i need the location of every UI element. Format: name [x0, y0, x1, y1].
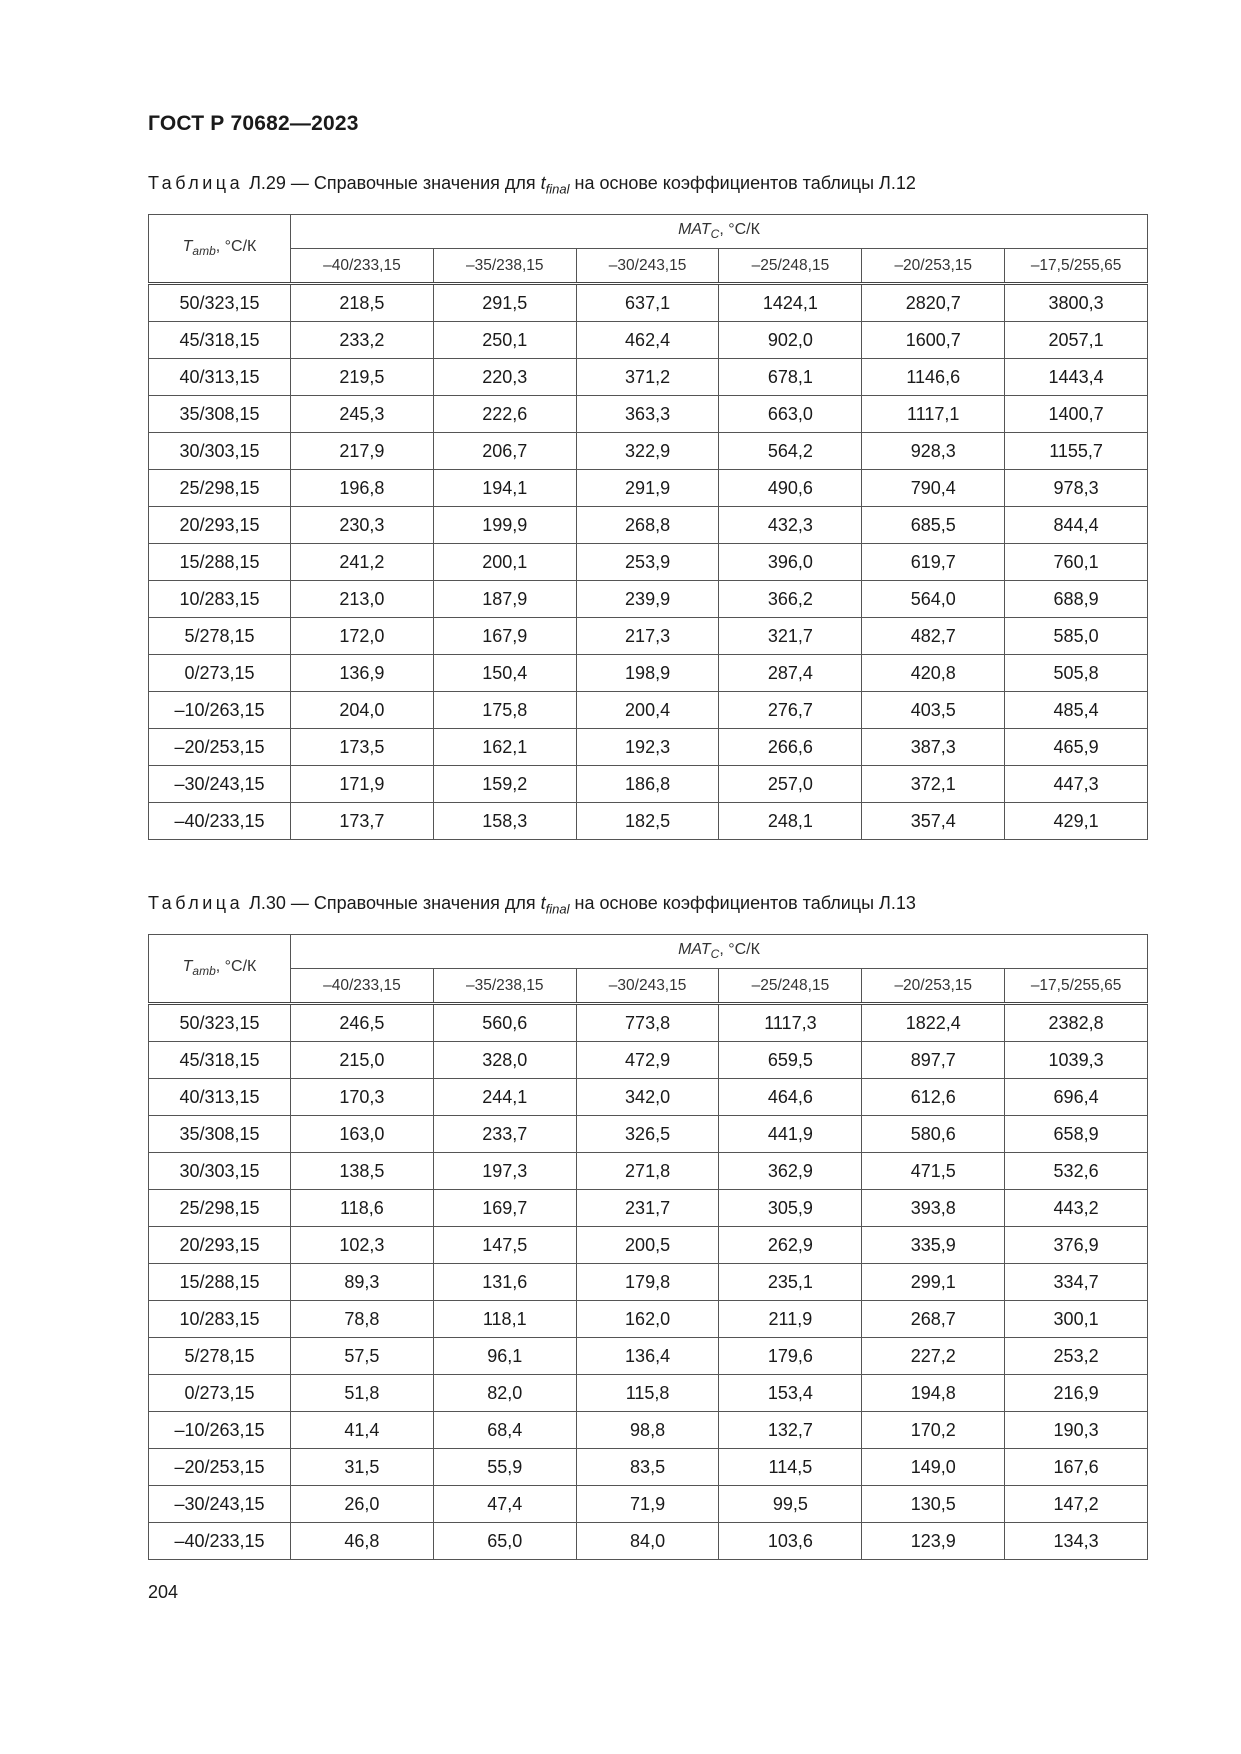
row-label-cell: –40/233,15 [149, 803, 291, 840]
value-cell: 564,0 [862, 581, 1005, 618]
value-cell: 65,0 [433, 1523, 576, 1560]
value-cell: 96,1 [433, 1338, 576, 1375]
value-cell: 46,8 [291, 1523, 434, 1560]
value-cell: 773,8 [576, 1004, 719, 1042]
table-row [149, 618, 1148, 655]
value-cell: 123,9 [862, 1523, 1005, 1560]
table-row [149, 1301, 1148, 1338]
value-cell: 216,9 [1005, 1375, 1148, 1412]
value-cell: 217,3 [576, 618, 719, 655]
value-cell: 231,7 [576, 1190, 719, 1227]
value-cell: 482,7 [862, 618, 1005, 655]
value-cell: 299,1 [862, 1264, 1005, 1301]
value-cell: 198,9 [576, 655, 719, 692]
value-cell: 257,0 [719, 766, 862, 803]
value-cell: 102,3 [291, 1227, 434, 1264]
table-row [149, 470, 1148, 507]
value-cell: 132,7 [719, 1412, 862, 1449]
value-cell: 897,7 [862, 1042, 1005, 1079]
value-cell: 173,5 [291, 729, 434, 766]
row-label-cell: –10/263,15 [149, 692, 291, 729]
value-cell: 218,5 [291, 284, 434, 322]
value-cell: 1117,1 [862, 396, 1005, 433]
table-row [149, 1227, 1148, 1264]
caption-variable: $t_{final}$ [540, 173, 570, 197]
value-cell: 363,3 [576, 396, 719, 433]
value-cell: 230,3 [291, 507, 434, 544]
data-table [148, 214, 1148, 840]
value-cell: 241,2 [291, 544, 434, 581]
table-caption [148, 893, 916, 917]
column-header: –30/243,15 [576, 969, 719, 1004]
row-label-cell: 20/293,15 [149, 507, 291, 544]
value-cell: 663,0 [719, 396, 862, 433]
value-cell: 462,4 [576, 322, 719, 359]
row-header: $T_{amb}$, °С/К [149, 215, 291, 284]
caption-text-end: на основе коэффициентов таблицы Л.12 [569, 173, 916, 193]
value-cell: 396,0 [719, 544, 862, 581]
table-label: Таблица [148, 173, 244, 193]
value-cell: 585,0 [1005, 618, 1148, 655]
value-cell: 149,0 [862, 1449, 1005, 1486]
value-cell: 136,9 [291, 655, 434, 692]
table-row [149, 507, 1148, 544]
value-cell: 485,4 [1005, 692, 1148, 729]
value-cell: 190,3 [1005, 1412, 1148, 1449]
row-label-cell: –30/243,15 [149, 766, 291, 803]
value-cell: 200,1 [433, 544, 576, 581]
value-cell: 1400,7 [1005, 396, 1148, 433]
value-cell: 167,6 [1005, 1449, 1148, 1486]
value-cell: 357,4 [862, 803, 1005, 840]
value-cell: 138,5 [291, 1153, 434, 1190]
row-label-cell: –20/253,15 [149, 729, 291, 766]
value-cell: 266,6 [719, 729, 862, 766]
column-group-header: $MAT_C$, °С/К [291, 935, 1148, 969]
row-label-cell: 50/323,15 [149, 1004, 291, 1042]
value-cell: 239,9 [576, 581, 719, 618]
column-header: –17,5/255,65 [1005, 969, 1148, 1004]
value-cell: 244,1 [433, 1079, 576, 1116]
table-row [149, 1449, 1148, 1486]
column-header: –30/243,15 [576, 249, 719, 284]
row-label-cell: 35/308,15 [149, 1116, 291, 1153]
value-cell: 276,7 [719, 692, 862, 729]
caption-text-end: на основе коэффициентов таблицы Л.13 [569, 893, 916, 913]
value-cell: 696,4 [1005, 1079, 1148, 1116]
value-cell: 387,3 [862, 729, 1005, 766]
value-cell: 213,0 [291, 581, 434, 618]
value-cell: 253,9 [576, 544, 719, 581]
value-cell: 2057,1 [1005, 322, 1148, 359]
value-cell: 250,1 [433, 322, 576, 359]
value-cell: 82,0 [433, 1375, 576, 1412]
row-label-cell: 0/273,15 [149, 655, 291, 692]
table-row [149, 322, 1148, 359]
value-cell: 118,6 [291, 1190, 434, 1227]
value-cell: 51,8 [291, 1375, 434, 1412]
value-cell: 170,3 [291, 1079, 434, 1116]
value-cell: 429,1 [1005, 803, 1148, 840]
column-header: –40/233,15 [291, 969, 434, 1004]
column-header: –20/253,15 [862, 969, 1005, 1004]
table-row [149, 433, 1148, 470]
value-cell: 200,5 [576, 1227, 719, 1264]
column-header: –20/253,15 [862, 249, 1005, 284]
value-cell: 580,6 [862, 1116, 1005, 1153]
column-header: –25/248,15 [719, 969, 862, 1004]
value-cell: 98,8 [576, 1412, 719, 1449]
value-cell: 334,7 [1005, 1264, 1148, 1301]
value-cell: 26,0 [291, 1486, 434, 1523]
table-row [149, 729, 1148, 766]
table-row [149, 544, 1148, 581]
value-cell: 246,5 [291, 1004, 434, 1042]
value-cell: 432,3 [719, 507, 862, 544]
value-cell: 659,5 [719, 1042, 862, 1079]
row-label-cell: 5/278,15 [149, 1338, 291, 1375]
value-cell: 464,6 [719, 1079, 862, 1116]
row-label-cell: –40/233,15 [149, 1523, 291, 1560]
row-label-cell: –20/253,15 [149, 1449, 291, 1486]
value-cell: 420,8 [862, 655, 1005, 692]
value-cell: 194,1 [433, 470, 576, 507]
value-cell: 163,0 [291, 1116, 434, 1153]
column-header: –35/238,15 [433, 249, 576, 284]
value-cell: 233,7 [433, 1116, 576, 1153]
row-label-cell: 45/318,15 [149, 1042, 291, 1079]
table-row [149, 1338, 1148, 1375]
value-cell: 1117,3 [719, 1004, 862, 1042]
caption-variable: $t_{final}$ [540, 893, 570, 917]
value-cell: 790,4 [862, 470, 1005, 507]
row-label-cell: 40/313,15 [149, 1079, 291, 1116]
value-cell: 3800,3 [1005, 284, 1148, 322]
value-cell: 564,2 [719, 433, 862, 470]
value-cell: 134,3 [1005, 1523, 1148, 1560]
value-cell: 1155,7 [1005, 433, 1148, 470]
value-cell: 182,5 [576, 803, 719, 840]
value-cell: 99,5 [719, 1486, 862, 1523]
value-cell: 158,3 [433, 803, 576, 840]
row-label-cell: –30/243,15 [149, 1486, 291, 1523]
value-cell: 175,8 [433, 692, 576, 729]
row-label-cell: 0/273,15 [149, 1375, 291, 1412]
value-cell: 760,1 [1005, 544, 1148, 581]
value-cell: 147,5 [433, 1227, 576, 1264]
value-cell: 118,1 [433, 1301, 576, 1338]
row-label-cell: 15/288,15 [149, 544, 291, 581]
value-cell: 71,9 [576, 1486, 719, 1523]
value-cell: 130,5 [862, 1486, 1005, 1523]
table-label: Таблица [148, 893, 244, 913]
table-row [149, 1264, 1148, 1301]
value-cell: 441,9 [719, 1116, 862, 1153]
value-cell: 465,9 [1005, 729, 1148, 766]
value-cell: 371,2 [576, 359, 719, 396]
value-cell: 159,2 [433, 766, 576, 803]
value-cell: 335,9 [862, 1227, 1005, 1264]
value-cell: 637,1 [576, 284, 719, 322]
value-cell: 78,8 [291, 1301, 434, 1338]
table-row [149, 1004, 1148, 1042]
value-cell: 206,7 [433, 433, 576, 470]
value-cell: 678,1 [719, 359, 862, 396]
value-cell: 300,1 [1005, 1301, 1148, 1338]
value-cell: 1146,6 [862, 359, 1005, 396]
value-cell: 245,3 [291, 396, 434, 433]
value-cell: 217,9 [291, 433, 434, 470]
value-cell: 1443,4 [1005, 359, 1148, 396]
value-cell: 532,6 [1005, 1153, 1148, 1190]
value-cell: 1822,4 [862, 1004, 1005, 1042]
caption-text: Л.30 — Справочные значения для [249, 893, 541, 913]
value-cell: 248,1 [719, 803, 862, 840]
row-label-cell: 40/313,15 [149, 359, 291, 396]
table-row [149, 396, 1148, 433]
value-cell: 233,2 [291, 322, 434, 359]
value-cell: 305,9 [719, 1190, 862, 1227]
value-cell: 196,8 [291, 470, 434, 507]
document-header: ГОСТ Р 70682—2023 [148, 112, 359, 135]
value-cell: 268,7 [862, 1301, 1005, 1338]
value-cell: 186,8 [576, 766, 719, 803]
column-group-header: $MAT_C$, °С/К [291, 215, 1148, 249]
value-cell: 619,7 [862, 544, 1005, 581]
value-cell: 194,8 [862, 1375, 1005, 1412]
value-cell: 844,4 [1005, 507, 1148, 544]
value-cell: 114,5 [719, 1449, 862, 1486]
value-cell: 57,5 [291, 1338, 434, 1375]
value-cell: 560,6 [433, 1004, 576, 1042]
table-row [149, 1079, 1148, 1116]
value-cell: 179,8 [576, 1264, 719, 1301]
page-number: 204 [148, 1582, 179, 1602]
value-cell: 403,5 [862, 692, 1005, 729]
caption-text: Л.29 — Справочные значения для [249, 173, 541, 193]
value-cell: 169,7 [433, 1190, 576, 1227]
value-cell: 235,1 [719, 1264, 862, 1301]
table-row [149, 581, 1148, 618]
table-row [149, 1523, 1148, 1560]
value-cell: 505,8 [1005, 655, 1148, 692]
row-label-cell: 25/298,15 [149, 470, 291, 507]
value-cell: 211,9 [719, 1301, 862, 1338]
value-cell: 612,6 [862, 1079, 1005, 1116]
value-cell: 197,3 [433, 1153, 576, 1190]
value-cell: 68,4 [433, 1412, 576, 1449]
value-cell: 362,9 [719, 1153, 862, 1190]
column-header: –35/238,15 [433, 969, 576, 1004]
value-cell: 366,2 [719, 581, 862, 618]
table-row [149, 766, 1148, 803]
value-cell: 179,6 [719, 1338, 862, 1375]
value-cell: 1039,3 [1005, 1042, 1148, 1079]
row-label-cell: 25/298,15 [149, 1190, 291, 1227]
value-cell: 393,8 [862, 1190, 1005, 1227]
value-cell: 1424,1 [719, 284, 862, 322]
value-cell: 103,6 [719, 1523, 862, 1560]
value-cell: 372,1 [862, 766, 1005, 803]
value-cell: 291,5 [433, 284, 576, 322]
value-cell: 490,6 [719, 470, 862, 507]
value-cell: 328,0 [433, 1042, 576, 1079]
value-cell: 2820,7 [862, 284, 1005, 322]
value-cell: 227,2 [862, 1338, 1005, 1375]
value-cell: 131,6 [433, 1264, 576, 1301]
value-cell: 443,2 [1005, 1190, 1148, 1227]
row-header: $T_{amb}$, °С/К [149, 935, 291, 1004]
row-label-cell: 20/293,15 [149, 1227, 291, 1264]
row-label-cell: 10/283,15 [149, 581, 291, 618]
value-cell: 902,0 [719, 322, 862, 359]
table-row [149, 1412, 1148, 1449]
value-cell: 167,9 [433, 618, 576, 655]
value-cell: 447,3 [1005, 766, 1148, 803]
value-cell: 342,0 [576, 1079, 719, 1116]
value-cell: 978,3 [1005, 470, 1148, 507]
row-label-cell: 5/278,15 [149, 618, 291, 655]
value-cell: 291,9 [576, 470, 719, 507]
value-cell: 204,0 [291, 692, 434, 729]
value-cell: 200,4 [576, 692, 719, 729]
value-cell: 187,9 [433, 581, 576, 618]
value-cell: 321,7 [719, 618, 862, 655]
value-cell: 326,5 [576, 1116, 719, 1153]
value-cell: 2382,8 [1005, 1004, 1148, 1042]
value-cell: 215,0 [291, 1042, 434, 1079]
table-row [149, 1190, 1148, 1227]
value-cell: 253,2 [1005, 1338, 1148, 1375]
value-cell: 472,9 [576, 1042, 719, 1079]
table-row [149, 1116, 1148, 1153]
value-cell: 268,8 [576, 507, 719, 544]
value-cell: 658,9 [1005, 1116, 1148, 1153]
value-cell: 172,0 [291, 618, 434, 655]
table-row [149, 1042, 1148, 1079]
value-cell: 1600,7 [862, 322, 1005, 359]
value-cell: 173,7 [291, 803, 434, 840]
value-cell: 89,3 [291, 1264, 434, 1301]
value-cell: 41,4 [291, 1412, 434, 1449]
value-cell: 136,4 [576, 1338, 719, 1375]
row-label-cell: –10/263,15 [149, 1412, 291, 1449]
table-row [149, 1375, 1148, 1412]
value-cell: 287,4 [719, 655, 862, 692]
value-cell: 376,9 [1005, 1227, 1148, 1264]
row-label-cell: 45/318,15 [149, 322, 291, 359]
value-cell: 262,9 [719, 1227, 862, 1264]
value-cell: 222,6 [433, 396, 576, 433]
table-row [149, 803, 1148, 840]
column-header: –40/233,15 [291, 249, 434, 284]
value-cell: 31,5 [291, 1449, 434, 1486]
value-cell: 153,4 [719, 1375, 862, 1412]
value-cell: 47,4 [433, 1486, 576, 1523]
value-cell: 150,4 [433, 655, 576, 692]
data-table [148, 934, 1148, 1560]
value-cell: 170,2 [862, 1412, 1005, 1449]
value-cell: 688,9 [1005, 581, 1148, 618]
value-cell: 84,0 [576, 1523, 719, 1560]
value-cell: 147,2 [1005, 1486, 1148, 1523]
table-caption [148, 173, 916, 197]
column-header: –25/248,15 [719, 249, 862, 284]
value-cell: 219,5 [291, 359, 434, 396]
value-cell: 928,3 [862, 433, 1005, 470]
table-row [149, 1486, 1148, 1523]
column-header: –17,5/255,65 [1005, 249, 1148, 284]
row-label-cell: 30/303,15 [149, 1153, 291, 1190]
table-row [149, 284, 1148, 322]
value-cell: 162,0 [576, 1301, 719, 1338]
value-cell: 685,5 [862, 507, 1005, 544]
table-row [149, 655, 1148, 692]
value-cell: 271,8 [576, 1153, 719, 1190]
table-row [149, 1153, 1148, 1190]
row-label-cell: 50/323,15 [149, 284, 291, 322]
value-cell: 83,5 [576, 1449, 719, 1486]
value-cell: 55,9 [433, 1449, 576, 1486]
row-label-cell: 15/288,15 [149, 1264, 291, 1301]
table-row [149, 692, 1148, 729]
value-cell: 199,9 [433, 507, 576, 544]
row-label-cell: 35/308,15 [149, 396, 291, 433]
value-cell: 471,5 [862, 1153, 1005, 1190]
table-row [149, 359, 1148, 396]
value-cell: 192,3 [576, 729, 719, 766]
value-cell: 171,9 [291, 766, 434, 803]
value-cell: 162,1 [433, 729, 576, 766]
value-cell: 322,9 [576, 433, 719, 470]
row-label-cell: 30/303,15 [149, 433, 291, 470]
value-cell: 115,8 [576, 1375, 719, 1412]
row-label-cell: 10/283,15 [149, 1301, 291, 1338]
value-cell: 220,3 [433, 359, 576, 396]
